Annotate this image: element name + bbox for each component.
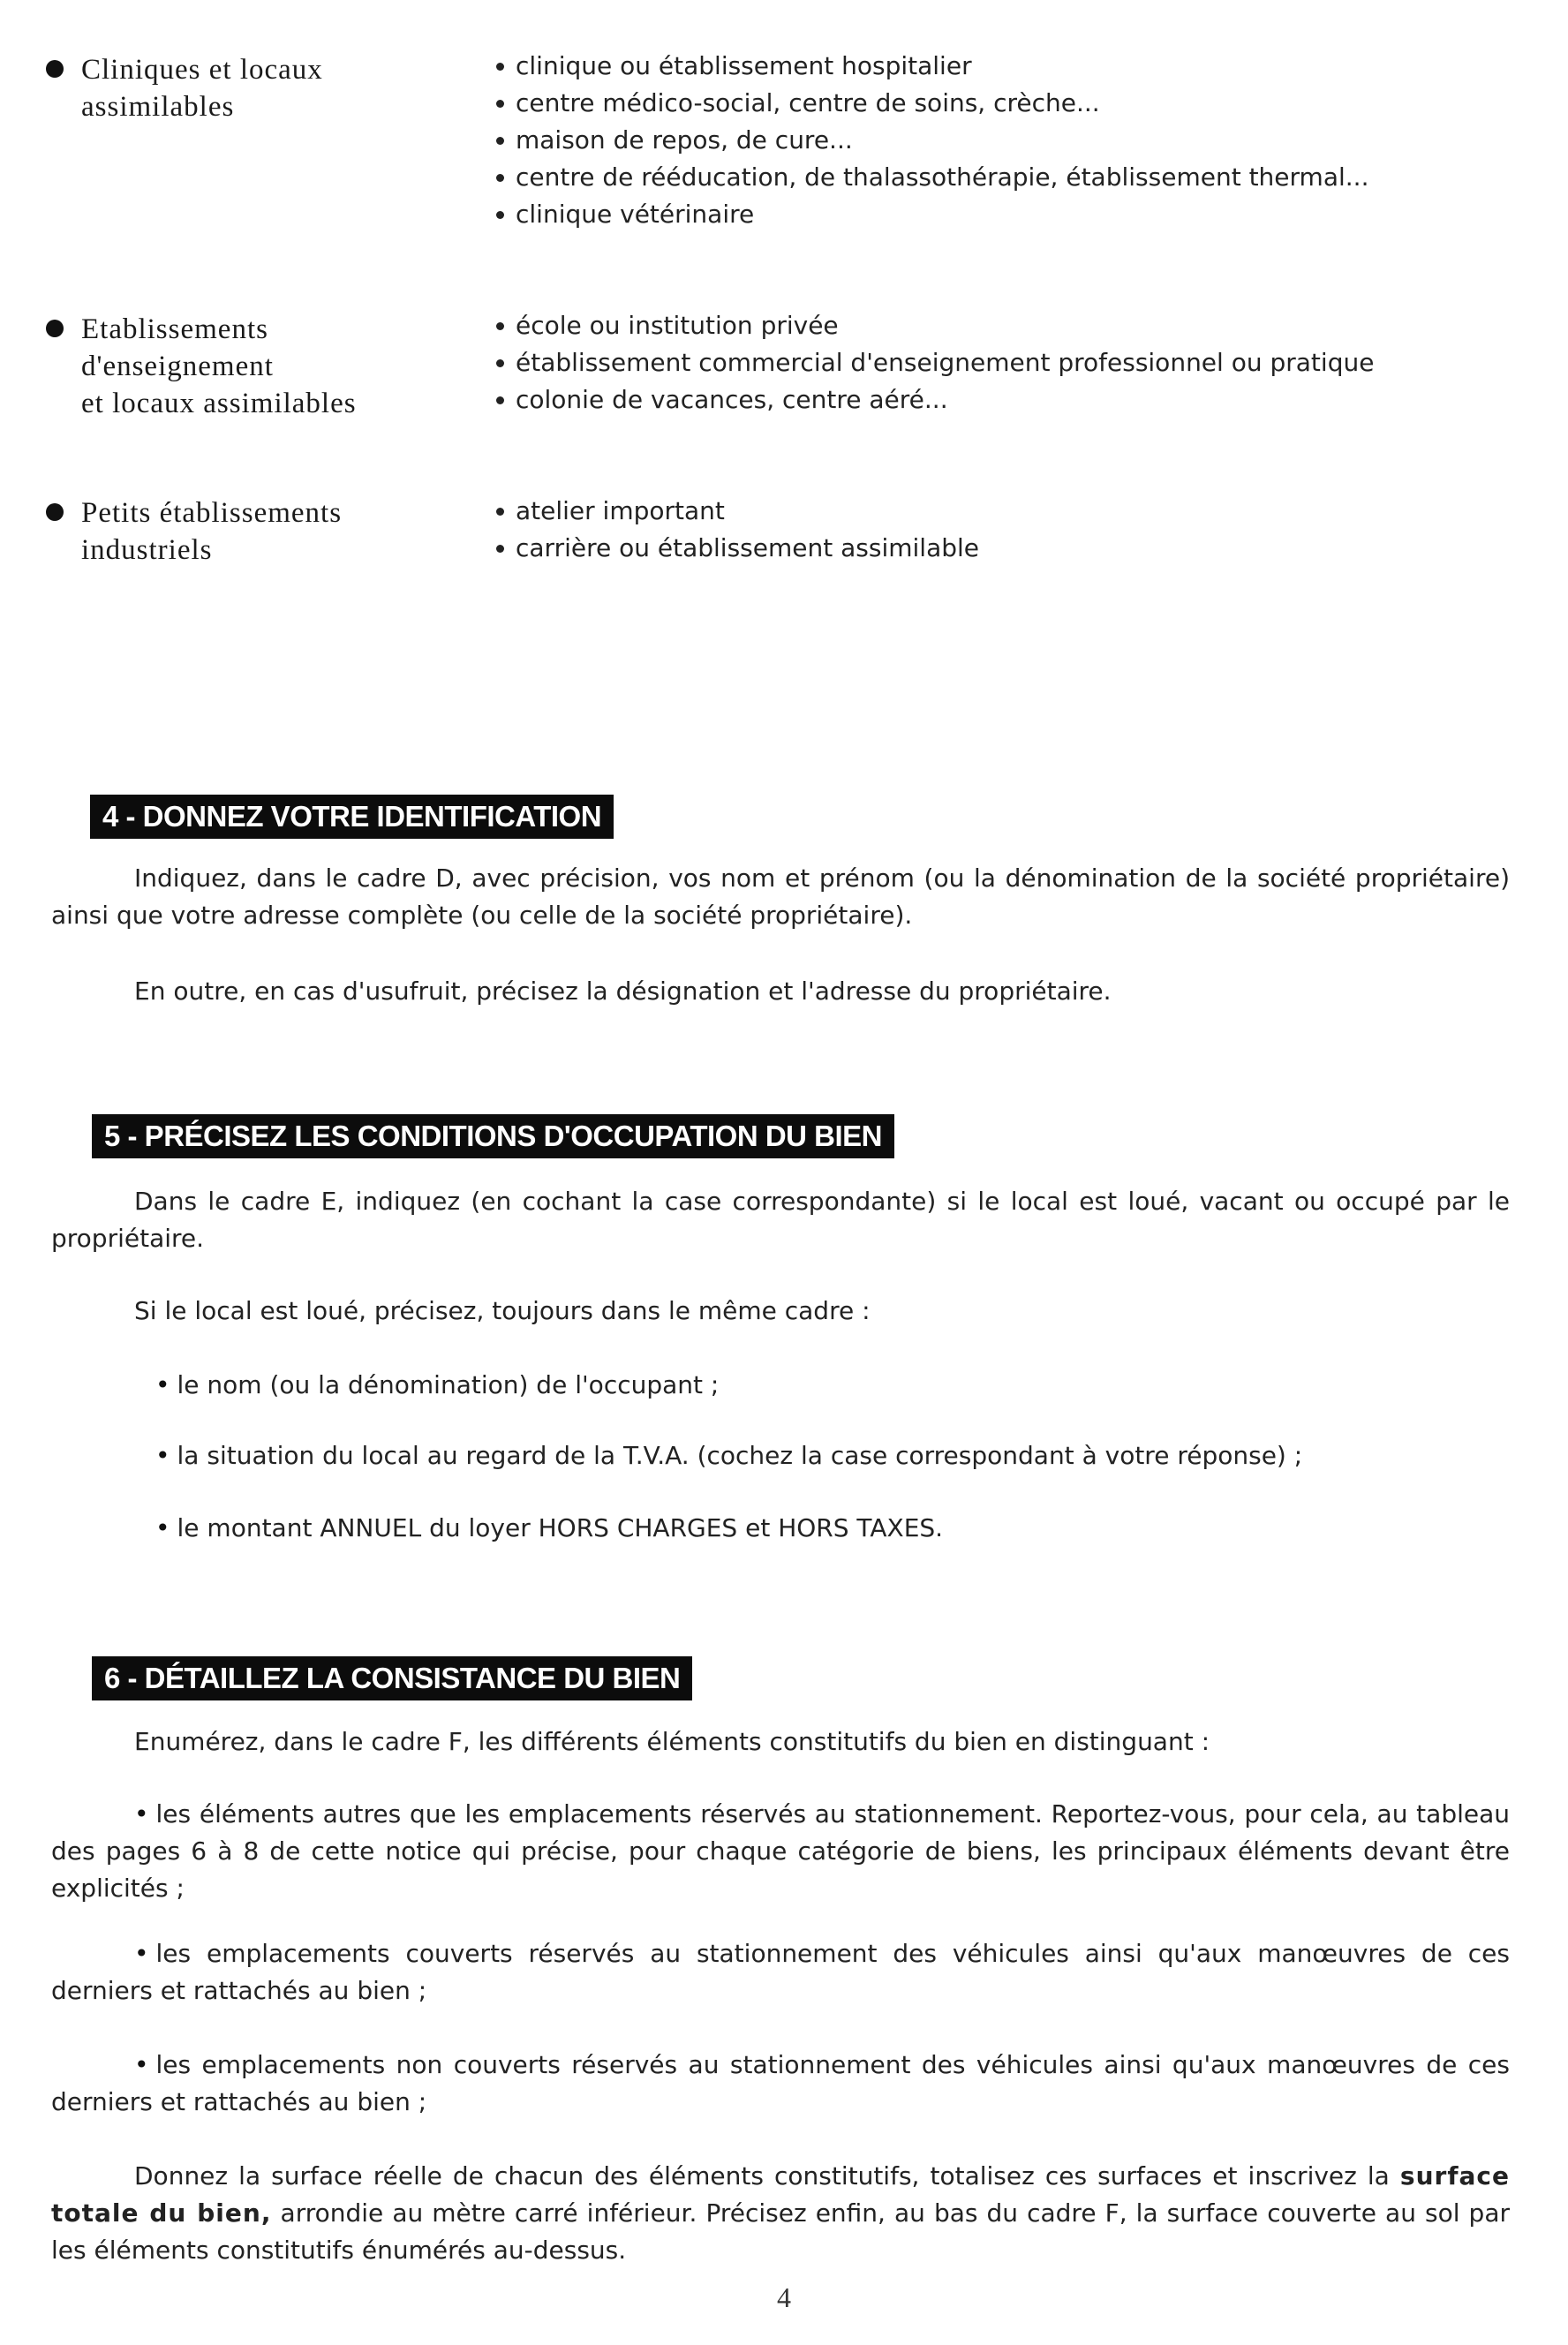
section-heading-4: 4 - DONNEZ VOTRE IDENTIFICATION <box>90 795 614 839</box>
paragraph-text: Donnez la surface réelle de chacun des éléments constitutifs, totalisez ces surfaces et inscrivez la <box>134 2161 1390 2190</box>
category-title-line: Cliniques et locaux <box>81 54 323 86</box>
list-item: centre de rééducation, de thalassothérapie, établissement thermal... <box>496 159 1538 196</box>
list-item: établissement commercial d'enseignement professionnel ou pratique <box>496 344 1538 381</box>
list-item: carrière ou établissement assimilable <box>496 530 1538 567</box>
section-6-paragraph-1 <box>51 1723 1510 1761</box>
section-4-paragraph-1 <box>51 860 1510 934</box>
category-title-line: industriels <box>81 534 213 566</box>
page-number: 4 <box>777 2281 791 2313</box>
category-title-line: assimilables <box>81 91 235 123</box>
section-5-bullet-3 <box>51 1510 1568 1547</box>
list-item: • le montant ANNUEL du loyer HORS CHARGES et HORS TAXES. <box>155 1513 943 1542</box>
bullet-icon <box>46 320 64 337</box>
category-items-industriels <box>496 493 1538 567</box>
list-item: • la situation du local au regard de la T.V.A. (cochez la case correspondant à votre réponse) ; <box>155 1441 1302 1470</box>
bullet-icon <box>46 60 64 78</box>
list-item: école ou institution privée <box>496 307 1538 344</box>
paragraph-text: Enumérez, dans le cadre F, les différents éléments constitutifs du bien en distinguant : <box>134 1727 1210 1756</box>
paragraph-text: Si le local est loué, précisez, toujours dans le même cadre : <box>134 1296 871 1325</box>
list-item: colonie de vacances, centre aéré... <box>496 381 1538 418</box>
list-item: clinique ou établissement hospitalier <box>496 48 1538 85</box>
list-item: clinique vétérinaire <box>496 196 1538 233</box>
category-cliniques <box>46 51 452 125</box>
section-5-bullet-1 <box>51 1367 1568 1404</box>
section-6-bullet-3 <box>51 2047 1510 2121</box>
section-5-bullet-2 <box>51 1437 1568 1474</box>
paragraph-text: arrondie au mètre carré inférieur. Précisez enfin, au bas du cadre F, la surface couverte au sol par les éléments constitutifs énumérés au-dessus. <box>51 2198 1510 2265</box>
section-6-bullet-2 <box>51 1935 1510 2009</box>
section-4-paragraph-2 <box>51 973 1510 1010</box>
category-enseignement <box>46 311 452 422</box>
list-item: • les éléments autres que les emplacements réservés au stationnement. Reportez-vous, pour cela, au tableau des pages 6 à 8 de cette notice qui précise, pour chaque catégorie de biens, les principaux éléments devant être explicités ; <box>51 1799 1510 1903</box>
bullet-icon <box>46 503 64 521</box>
category-industriels <box>46 494 452 569</box>
category-items-cliniques <box>496 48 1538 233</box>
list-item: maison de repos, de cure... <box>496 122 1538 159</box>
section-5-paragraph-2 <box>51 1293 1510 1330</box>
paragraph-text: En outre, en cas d'usufruit, précisez la désignation et l'adresse du propriétaire. <box>134 976 1112 1006</box>
list-item: centre médico-social, centre de soins, crèche... <box>496 85 1538 122</box>
emphasis-text: surface totale du bien, <box>51 2161 1510 2228</box>
paragraph-text: Dans le cadre E, indiquez (en cochant la case correspondante) si le local est loué, vacant ou occupé par le propriétaire. <box>51 1187 1510 1253</box>
section-heading-6: 6 - DÉTAILLEZ LA CONSISTANCE DU BIEN <box>92 1656 692 1700</box>
list-item: • le nom (ou la dénomination) de l'occupant ; <box>155 1370 719 1399</box>
list-item: • les emplacements non couverts réservés au stationnement des véhicules ainsi qu'aux manœuvres de ces derniers et rattachés au bien ; <box>51 2050 1510 2116</box>
list-item: • les emplacements couverts réservés au stationnement des véhicules ainsi qu'aux manœuvres de ces derniers et rattachés au bien ; <box>51 1939 1510 2005</box>
category-title-line: Petits établissements <box>81 497 343 529</box>
category-title-line: Etablissements <box>81 313 268 345</box>
paragraph-text: Indiquez, dans le cadre D, avec précision, vos nom et prénom (ou la dénomination de la société propriétaire) ainsi que votre adresse complète (ou celle de la société propriétaire). <box>51 863 1510 930</box>
category-items-enseignement <box>496 307 1538 418</box>
section-6-bullet-1 <box>51 1796 1510 1907</box>
category-title-line: et locaux assimilables <box>81 388 357 419</box>
category-title-line: d'enseignement <box>81 351 274 382</box>
section-6-final-paragraph <box>51 2158 1510 2269</box>
list-item: atelier important <box>496 493 1538 530</box>
section-5-paragraph-1 <box>51 1183 1510 1257</box>
section-heading-5: 5 - PRÉCISEZ LES CONDITIONS D'OCCUPATION DU BIEN <box>92 1114 894 1158</box>
